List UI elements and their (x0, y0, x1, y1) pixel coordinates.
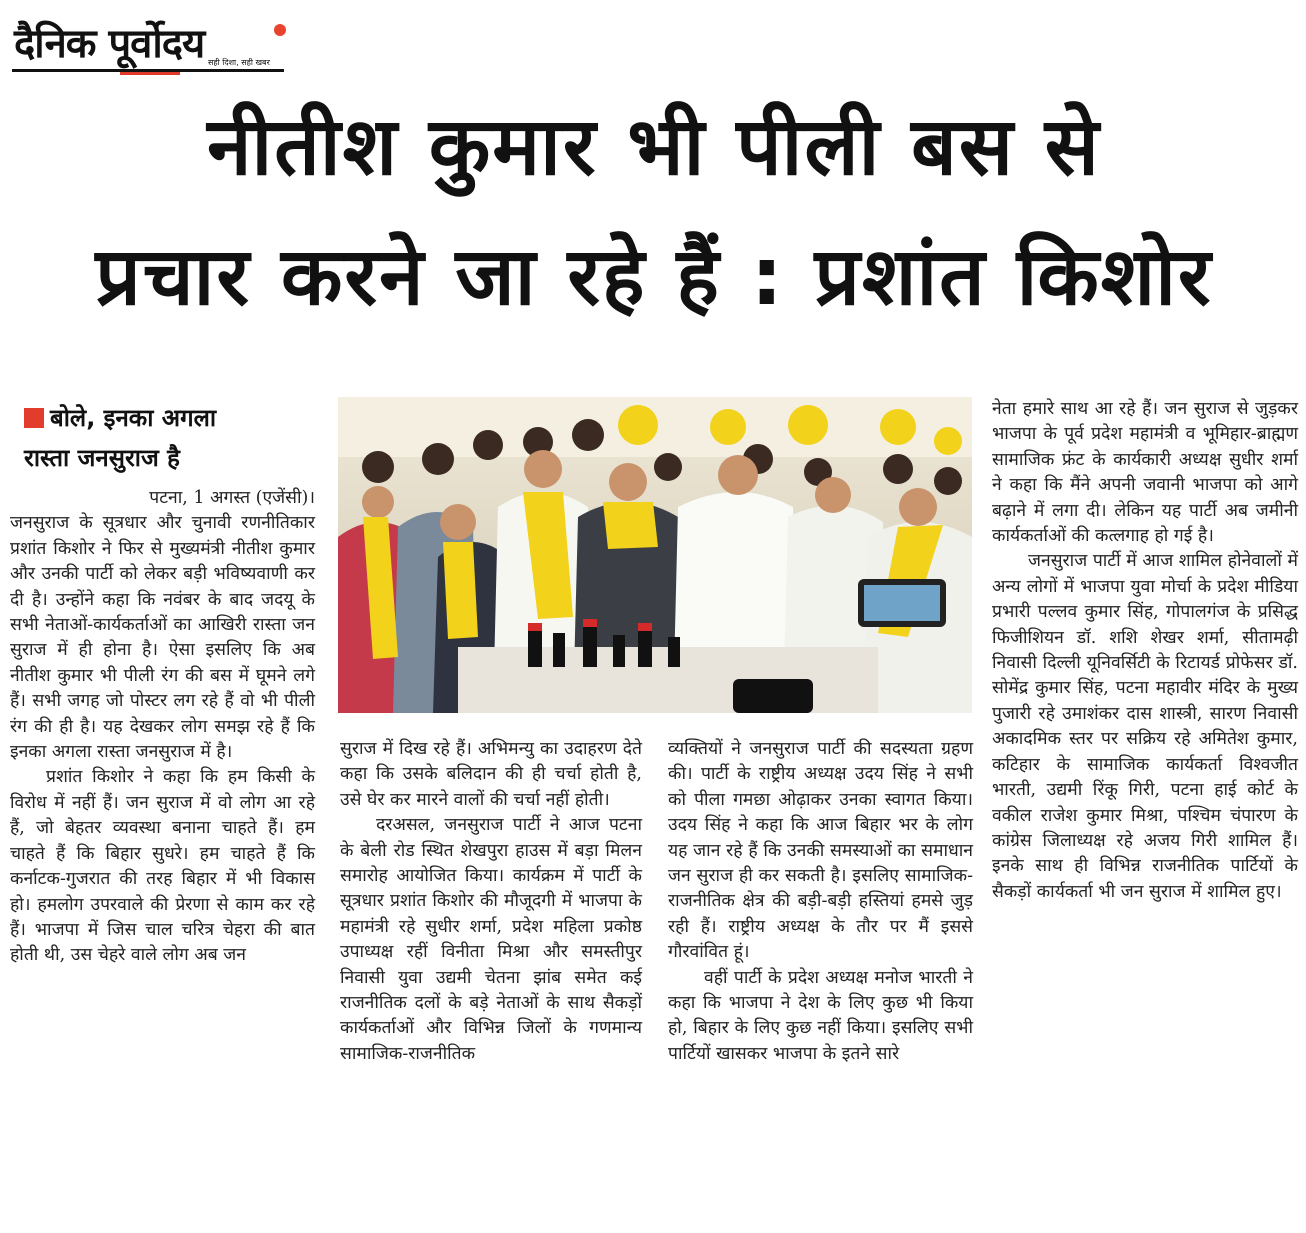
masthead-accent (120, 72, 180, 75)
news-photo (338, 397, 972, 713)
masthead-sun-icon (274, 24, 286, 36)
paragraph: प्रशांत किशोर ने कहा कि हम किसी के विरोध में नहीं हैं। जन सुराज में वो लोग आ रहे हैं, जो बेहतर व्यवस्था बनाना चाहते हैं। हम चाहते हैं कि बिहार सुधरे। हम चाहते हैं कि कर्नाटक-गुजरात की तरह बिहार में भी विकास हो। हमलोग उपरवाले की प्रेरणा से काम कर रहे हैं। भाजपा में जिस चाल चरित्र चेहरा की बात होती थी, उस चेहरे वाले लोग अब जन (10, 767, 315, 966)
paragraph: सुराज में दिख रहे हैं। अभिमन्यु का उदाहरण देते कहा कि उसके बलिदान की ही चर्चा होती है, उसे घेर कर मारने वालों की चर्चा नहीं होती। (340, 739, 642, 810)
masthead-title: दैनिक पूर्वोदय (14, 21, 205, 67)
paragraph: नेता हमारे साथ आ रहे हैं। जन सुराज से जुड़कर भाजपा के पूर्व प्रदेश महामंत्री व भूमिहार-ब्राह्मण सामाजिक फ्रंट के कार्यकारी अध्यक्ष सुधीर शर्मा ने कहा कि मैंने अपनी जवानी भाजपा को आगे बढ़ाने में लगा दी। लेकिन यह पार्टी अब जमीनी कार्यकर्ताओं की कत्लगाह हो गई है। (992, 399, 1298, 547)
subheading-line-2: रास्ता जनसुराज है (24, 444, 180, 472)
subheading-line-1: बोले, इनका अगला (50, 404, 217, 432)
article-column-4 (992, 397, 1298, 905)
paragraph: जनसुराज के सूत्रधार और चुनावी रणनीतिकार प्रशांत किशोर ने फिर से मुख्यमंत्री नीतीश कुमार और उनकी पार्टी को लेकर बड़ी भविष्यवाणी कर दी है। उन्होंने कहा कि नवंबर के बाद जदयू के सभी नेताओं-कार्यकर्ताओं का आखिरी रास्ता जन सुराज में ही होना है। ऐसा इसलिए कि अब नीतीश कुमार भी पीली रंग की बस में घूमने लगे हैं। सभी जगह जो पोस्टर लग रहे हैं वो भी पीली रंग की ही है। यह देखकर लोग समझ रहे हैं कि इनका अगला रास्ता जनसुराज में है। (10, 513, 315, 763)
paragraph: वहीं पार्टी के प्रदेश अध्यक्ष मनोज भारती ने कहा कि भाजपा ने देश के लिए कुछ भी किया हो, बिहार के लिए कुछ नहीं किया। इसलिए सभी पार्टियों खासकर भाजपा के इतने सारे (668, 967, 973, 1064)
dateline: पटना, 1 अगस्त (एजेंसी)। (149, 488, 315, 508)
bullet-square-icon (24, 408, 44, 428)
subheading (24, 398, 314, 478)
masthead-tagline: सही दिशा, सही खबर (208, 58, 270, 67)
headline-line-2: प्रचार करने जा रहे हैं : प्रशांत किशोर (95, 230, 1213, 323)
article-column-2 (340, 737, 642, 1067)
article-column-3 (668, 737, 973, 1067)
article-column-1 (10, 486, 315, 969)
paragraph: जनसुराज पार्टी में आज शामिल होनेवालों में अन्य लोगों में भाजपा युवा मोर्चा के प्रदेश मीडिया प्रभारी पल्लव कुमार सिंह, गोपालगंज के प्रसिद्ध फिजीशियन डॉ. शशि शेखर शर्मा, सीतामढ़ी निवासी दिल्ली यूनिवर्सिटी के रिटायर्ड प्रोफेसर डॉ. सोमेंद्र कुमार सिंह, पटना महावीर मंदिर के मुख्य पुजारी रहे उमाशंकर दास शास्त्री, सारण निवासी अकादमिक स्तर पर सक्रिय रहे अमितेश कुमार, कटिहार के सामाजिक कार्यकर्ता विश्वजीत भारती, उद्यमी रिंकू गिरी, पटना हाई कोर्ट के वकील राजेश कुमार मिश्रा, पश्चिम चंपारण के कांग्रेस जिलाध्यक्ष रहे अजय गिरी शामिल हैं। इनके साथ ही विभिन्न राजनीतिक पार्टियों के सैकड़ों कार्यकर्ता भी जन सुराज में शामिल हुए। (992, 551, 1298, 902)
press-conference-photo (338, 397, 972, 713)
masthead (12, 10, 284, 72)
headline-line-1: नीतीश कुमार भी पीली बस से (207, 100, 1101, 193)
paragraph: व्यक्तियों ने जनसुराज पार्टी की सदस्यता ग्रहण की। पार्टी के राष्ट्रीय अध्यक्ष उदय सिंह ने सभी को पीला गमछा ओढ़ाकर उनका स्वागत किया। उदय सिंह ने कहा कि आज बिहार भर के लोग यह जान रहे हैं कि उनकी समस्याओं का समाधान जन सुराज ही कर सकती है। इसलिए सामाजिक-राजनीतिक क्षेत्र की बड़ी-बड़ी हस्तियां हमसे जुड़ रही हैं। राष्ट्रीय अध्यक्ष के तौर पर मैं इससे गौरवांवित हूं। (668, 739, 973, 963)
paragraph: दरअसल, जनसुराज पार्टी ने आज पटना के बेली रोड स्थित शेखपुरा हाउस में बड़ा मिलन समारोह आयोजित किया। कार्यक्रम में पार्टी के सूत्रधार प्रशांत किशोर की मौजूदगी में भाजपा के महामंत्री रहे सुधीर शर्मा, प्रदेश महिला प्रकोष्ठ उपाध्यक्ष रहीं विनीता मिश्रा और समस्तीपुर निवासी युवा उद्यमी चेतना झांब समेत कई राजनीतिक दलों के बड़े नेताओं के साथ सैकड़ों कार्यकर्ताओं और विभिन्न जिलों के गणमान्य सामाजिक-राजनीतिक (340, 815, 642, 1064)
headline (16, 92, 1292, 352)
